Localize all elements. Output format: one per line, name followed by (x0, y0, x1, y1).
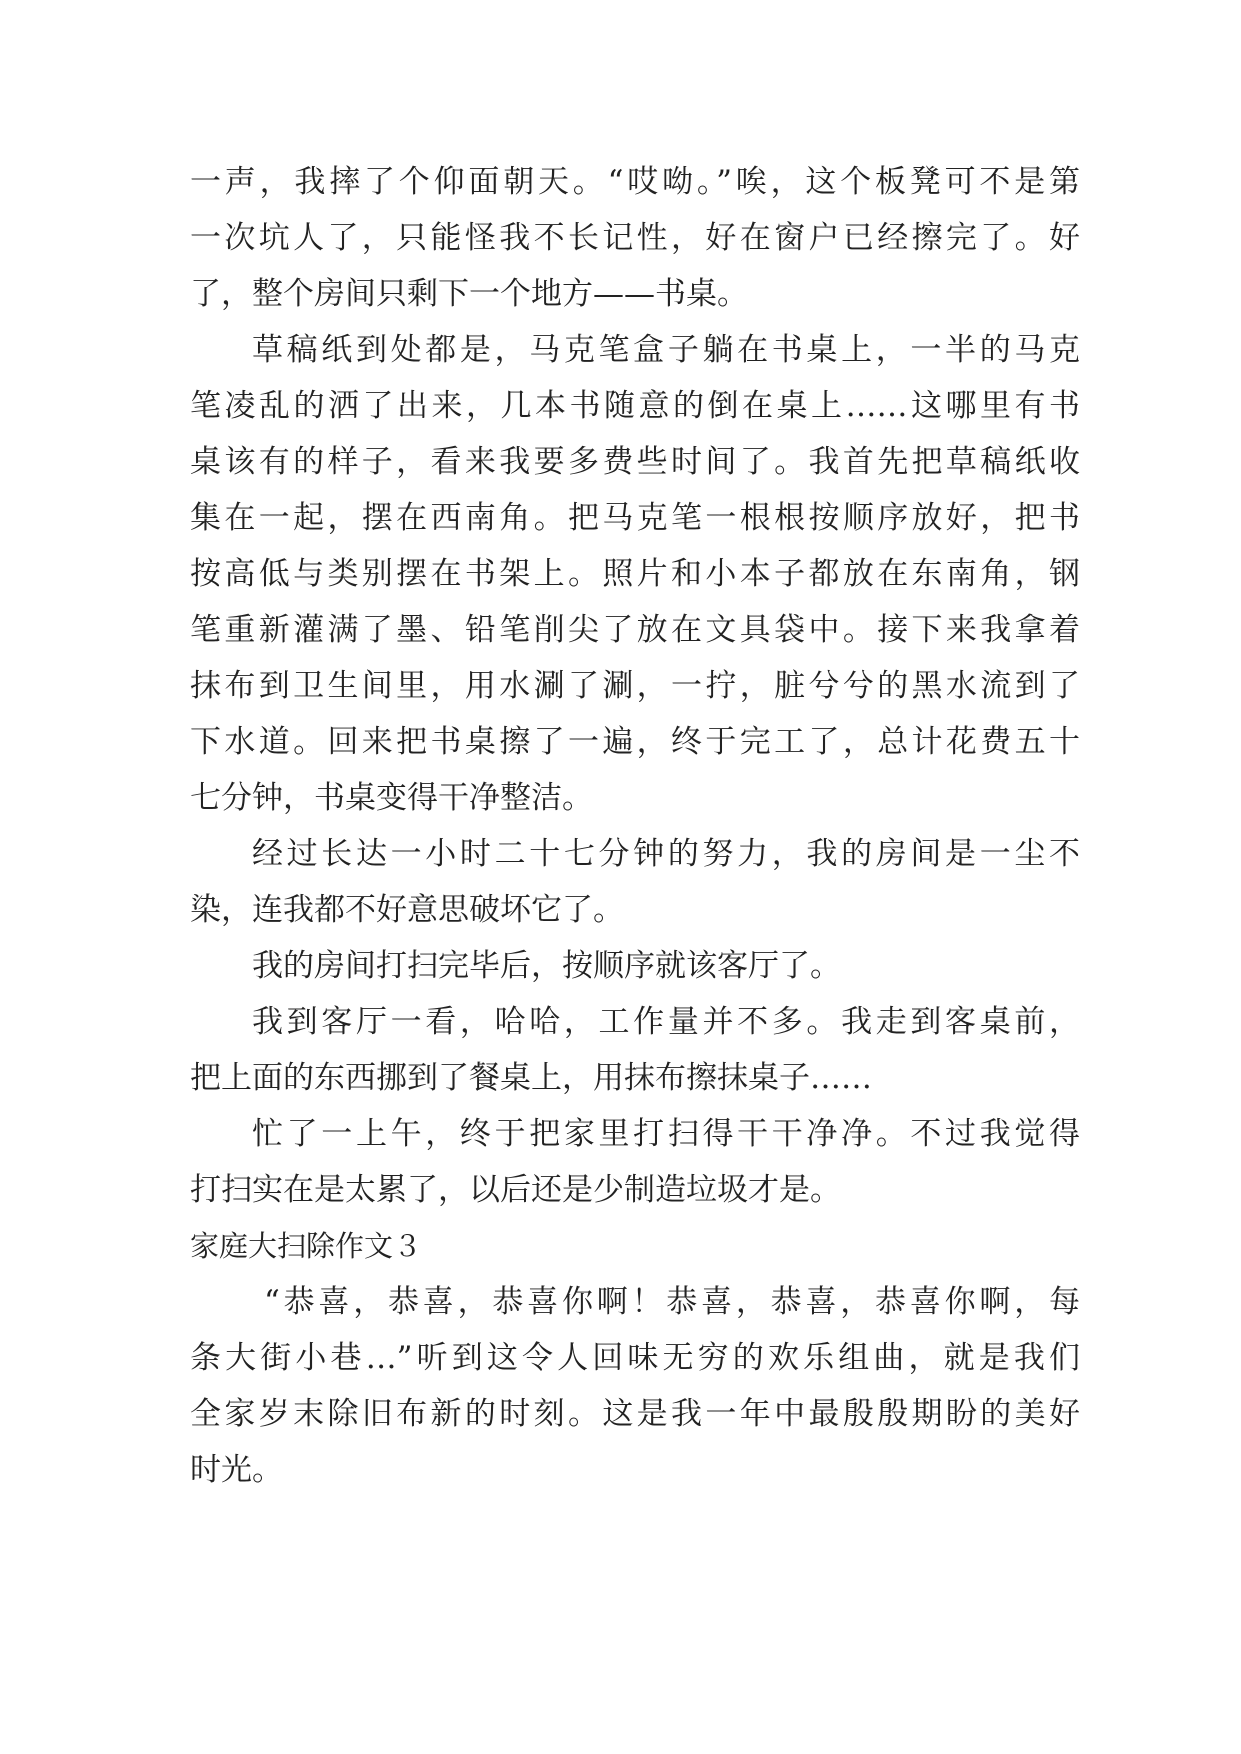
text-line: 下水道。回来把书桌擦了一遍，终于完工了，总计花费五十 (190, 724, 1080, 760)
section-heading: 家庭大扫除作文３ (190, 1229, 423, 1263)
text-line: 按高低与类别摆在书架上。照片和小本子都放在东南角，钢 (190, 556, 1080, 592)
text-line: 了，整个房间只剩下一个地方——书桌。 (190, 276, 748, 312)
text-line: 一声，我摔了个仰面朝天。“哎呦。”唉，这个板凳可不是第 (190, 164, 1080, 200)
text-line: 集在一起，摆在西南角。把马克笔一根根按顺序放好，把书 (190, 500, 1080, 536)
paragraph-start-line: 草稿纸到处都是，马克笔盒子躺在书桌上，一半的马克 (252, 332, 1080, 368)
text-line: 染，连我都不好意思破坏它了。 (190, 892, 624, 928)
paragraph-start-line: 经过长达一小时二十七分钟的努力，我的房间是一尘不 (252, 836, 1080, 872)
text-line: 打扫实在是太累了，以后还是少制造垃圾才是。 (190, 1172, 841, 1208)
paragraph-start-line: 我的房间打扫完毕后，按顺序就该客厅了。 (252, 948, 841, 984)
text-line: 抹布到卫生间里，用水涮了涮，一拧，脏兮兮的黑水流到了 (190, 668, 1080, 704)
text-line: 笔凌乱的洒了出来，几本书随意的倒在桌上……这哪里有书 (190, 388, 1080, 424)
paragraph-start-line: 我到客厅一看，哈哈，工作量并不多。我走到客桌前， (252, 1004, 1080, 1040)
text-line: 全家岁末除旧布新的时刻。这是我一年中最殷殷期盼的美好 (190, 1396, 1080, 1432)
text-line: 一次坑人了，只能怪我不长记性，好在窗户已经擦完了。好 (190, 220, 1080, 256)
text-line: 把上面的东西挪到了餐桌上，用抹布擦抹桌子…… (190, 1060, 872, 1096)
paragraph-start-line: 忙了一上午，终于把家里打扫得干干净净。不过我觉得 (252, 1116, 1080, 1152)
text-line: 七分钟，书桌变得干净整洁。 (190, 780, 593, 816)
text-line: 时光。 (190, 1452, 283, 1488)
text-line: 桌该有的样子，看来我要多费些时间了。我首先把草稿纸收 (190, 444, 1080, 480)
text-line: 条大街小巷…”听到这令人回味无穷的欢乐组曲，就是我们 (190, 1340, 1080, 1376)
paragraph-start-line: “恭喜，恭喜，恭喜你啊！恭喜，恭喜，恭喜你啊，每 (264, 1284, 1080, 1320)
body-text (190, 154, 1080, 1498)
text-line: 笔重新灌满了墨、铅笔削尖了放在文具袋中。接下来我拿着 (190, 612, 1080, 648)
